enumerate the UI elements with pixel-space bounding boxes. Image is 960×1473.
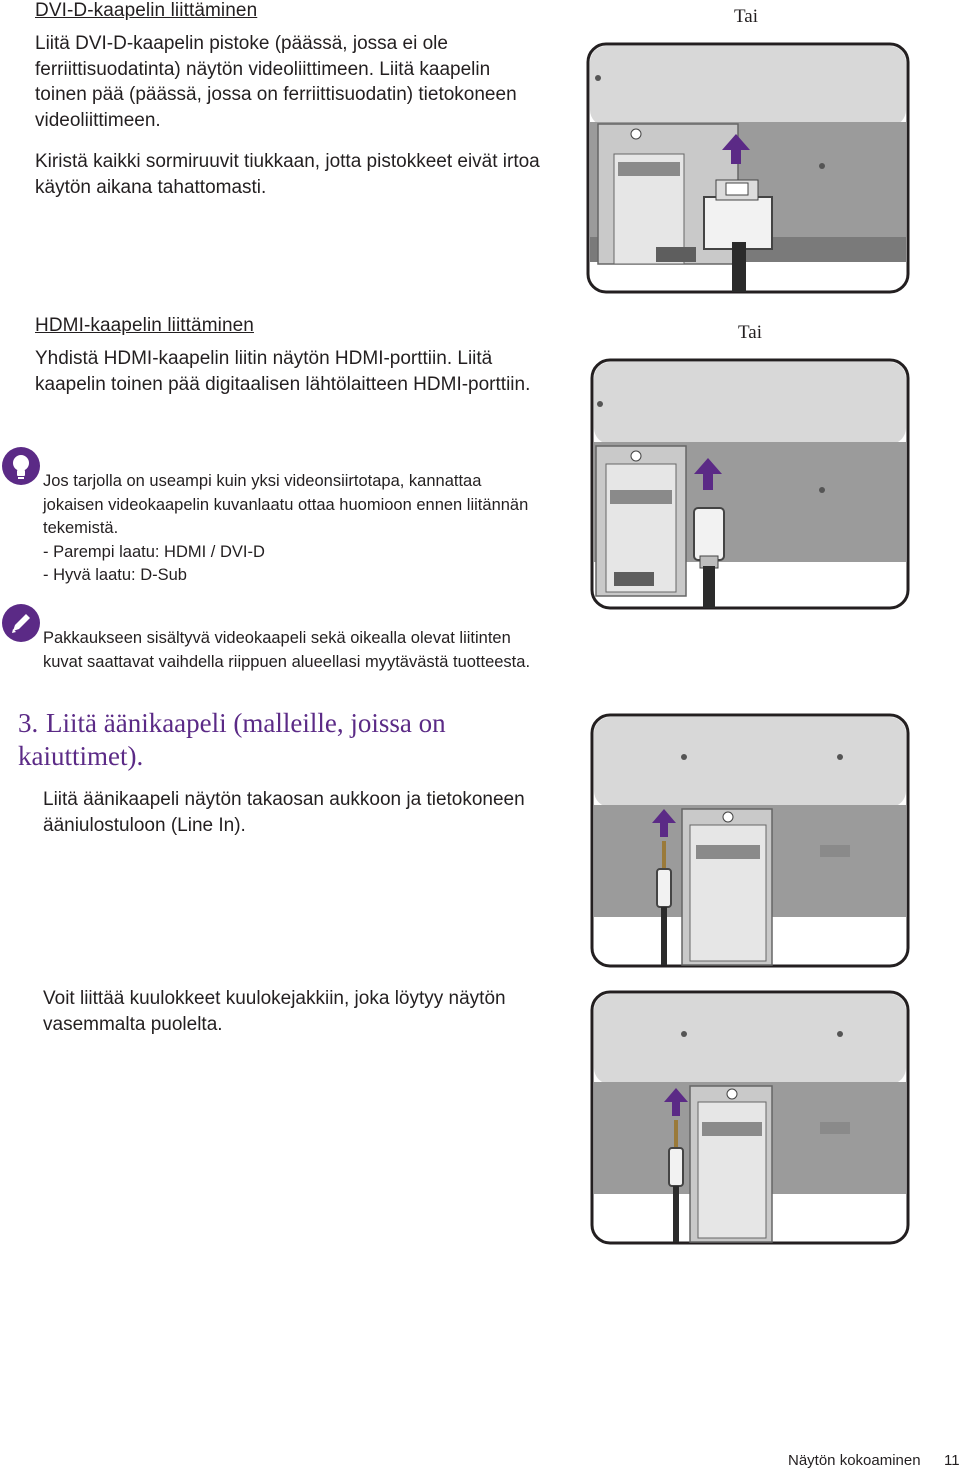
pencil-icon (2, 604, 40, 642)
tip-block (43, 470, 533, 588)
dvi-paragraph-1: Liitä DVI-D-kaapelin pistoke (päässä, jossa ei ole ferriittisuodatinta) näytön videoliittimeen. Liitä kaapelin toinen pää (päässä, jossa on ferriittisuodatin) tietokoneen videoliittimeen. (35, 33, 517, 131)
dvi-text (35, 31, 545, 216)
audio-line-in-illustration (590, 713, 910, 968)
hdmi-or-label: Tai (738, 322, 762, 343)
dvi-connection-illustration (586, 42, 910, 294)
tip-line-2: - Hyvä laatu: D-Sub (43, 566, 187, 584)
step-3-paragraph: Liitä äänikaapeli näytön takaosan aukkoon ja tietokoneen ääniulostuloon (Line In). (43, 789, 525, 836)
lightbulb-icon (2, 447, 40, 485)
step-3-number: 3. (18, 708, 39, 738)
footer-page-number: 11 (944, 1452, 960, 1469)
note-text: Pakkaukseen sisältyvä videokaapeli sekä oikealla olevat liitinten kuvat saattavat vaihdella riippuen alueellasi myytävästä tuotteesta. (43, 629, 531, 671)
step-3-title: Liitä äänikaapeli (malleille, joissa on kaiuttimet). (18, 708, 446, 771)
step-3-heading (18, 707, 488, 773)
hdmi-connection-illustration (590, 358, 910, 610)
hdmi-paragraph: Yhdistä HDMI-kaapelin liitin näytön HDMI-porttiin. Liitä kaapelin toinen pää digitaalisen lähtölaitteen HDMI-porttiin. (35, 348, 531, 395)
headphone-jack-illustration (590, 990, 910, 1245)
footer-section-title: Näytön kokoaminen (788, 1452, 921, 1469)
tip-line-1: - Parempi laatu: HDMI / DVI-D (43, 542, 265, 561)
tip-text: Jos tarjolla on useampi kuin yksi videonsiirtotapa, kannattaa jokaisen videokaapelin kuvanlaatu ottaa huomioon ennen liitännän tekemistä. (43, 472, 529, 537)
hdmi-heading: HDMI-kaapelin liittäminen (35, 315, 254, 336)
dvi-heading: DVI-D-kaapelin liittäminen (35, 0, 258, 21)
headphones-paragraph: Voit liittää kuulokkeet kuulokejakkiin, joka löytyy näytön vasemmalta puolelta. (43, 988, 506, 1035)
dvi-or-label: Tai (734, 6, 758, 27)
dvi-paragraph-2: Kiristä kaikki sormiruuvit tiukkaan, jotta pistokkeet eivät irtoa käytön aikana tahattomasti. (35, 151, 540, 198)
